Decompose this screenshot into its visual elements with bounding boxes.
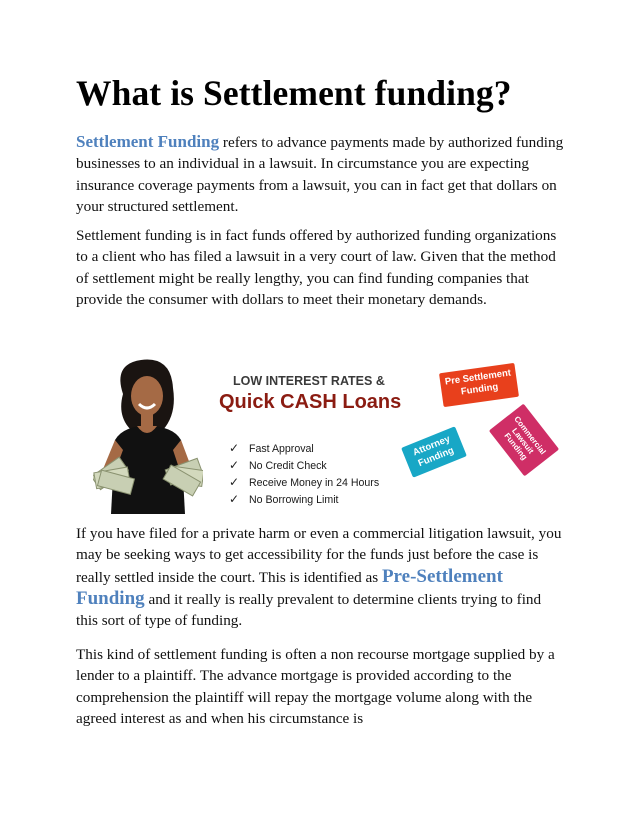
paragraph-1 [76, 131, 566, 217]
ad-feature-label: Fast Approval [249, 443, 314, 455]
checkmark-icon: ✓ [229, 458, 240, 472]
ad-subtitle: LOW INTEREST RATES & [233, 374, 385, 388]
ad-feature-label: No Borrowing Limit [249, 494, 339, 506]
paragraph-3-text-before: If you have filed for a private harm or even a commercial litigation lawsuit, you may be seeking ways to get accessibility for the funds just before the case is really settled inside the court. This is identified as [76, 525, 562, 586]
ad-feature-item [229, 491, 379, 508]
paragraph-3-text-after: and it really is really prevalent to determine clients trying to find this sort of type of funding. [76, 590, 542, 630]
checkmark-icon: ✓ [229, 475, 240, 489]
settlement-funding-term: Settlement Funding [76, 132, 220, 151]
ad-feature-item [229, 457, 379, 474]
paragraph-4: This kind of settlement funding is often a non recourse mortgage supplied by a lender to a plaintiff. The advance mortgage is provided according to the comprehension the plaintiff will repay the mortgage volume along with the agreed interest as and when his circumstance is [76, 646, 555, 727]
checkmark-icon: ✓ [229, 492, 240, 506]
ad-title: Quick CASH Loans [219, 391, 402, 413]
checkmark-icon: ✓ [229, 441, 240, 455]
ad-feature-list [229, 440, 379, 508]
pre-settlement-funding-term: Pre-Settlement Funding [76, 565, 503, 609]
loan-advertisement-image [93, 354, 555, 514]
paragraph-3 [76, 523, 566, 631]
ad-feature-item [229, 474, 379, 491]
ad-feature-item [229, 440, 379, 457]
woman-holding-cash-image [93, 354, 203, 514]
paragraph-2: Settlement funding is in fact funds offered by authorized funding organizations to a client who has filed a lawsuit in a very court of law. Given that the method of settlement might be really lengthy, you can find funding companies that provide the consumer with dollars to meet their monetary demands. [76, 227, 557, 308]
commercial-lawsuit-funding-tag: Commercial Lawsuit Funding [489, 404, 559, 477]
article-title: What is Settlement funding? [76, 73, 512, 113]
ad-feature-label: Receive Money in 24 Hours [249, 477, 380, 489]
ad-feature-label: No Credit Check [249, 460, 327, 472]
paragraph-1-text: refers to advance payments made by authorized funding businesses to an individual in a lawsuit. In circumstance you are expecting insurance coverage payments from a lawsuit, you can in fact get that dollars on your structured settlement. [76, 134, 564, 215]
pre-settlement-funding-tag: Pre Settlement Funding [439, 363, 519, 407]
attorney-funding-tag: Attorney Funding [401, 426, 467, 477]
